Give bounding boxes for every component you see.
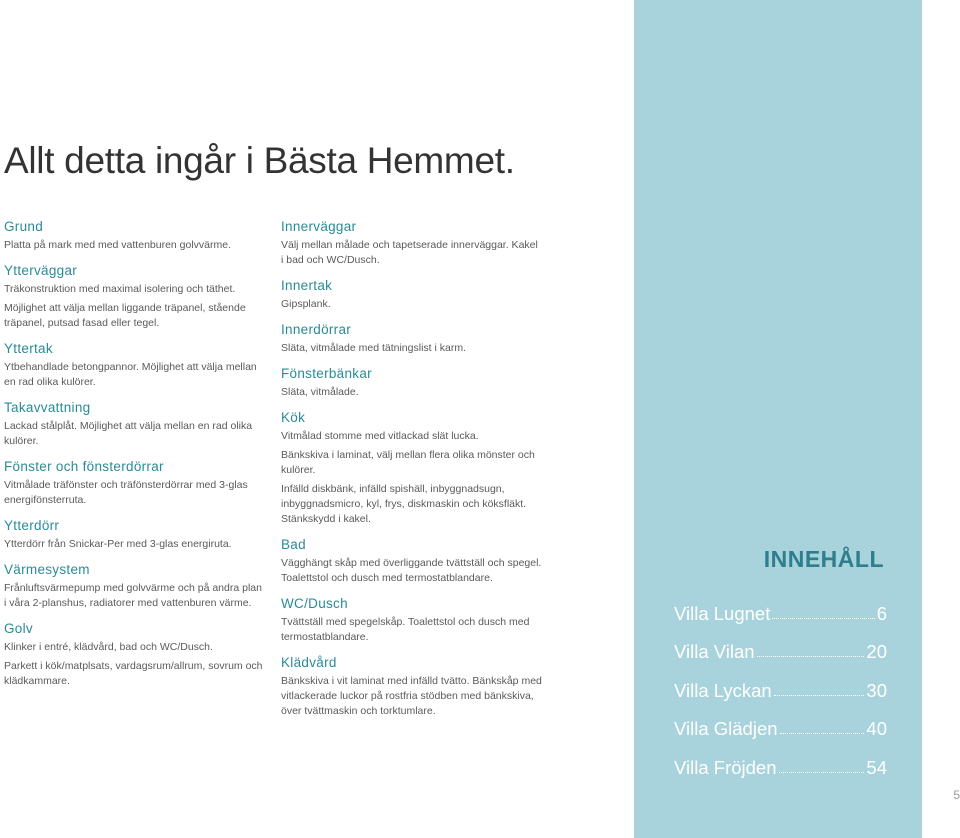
toc-item[interactable]	[674, 586, 887, 625]
section-heading: Klädvård	[281, 655, 337, 670]
section-text: Vitmålade träfönster och träfönsterdörrar med 3-glas energifönsterruta.	[4, 479, 248, 506]
spec-section	[4, 459, 266, 508]
toc-item-page: 40	[866, 718, 887, 739]
section-text: Välj mellan målade och tapetserade innerväggar. Kakel i bad och WC/Dusch.	[281, 239, 538, 266]
section-text: Bänkskiva i laminat, välj mellan flera olika mönster och kulörer.	[281, 449, 535, 476]
section-heading: Ytterväggar	[4, 263, 78, 278]
toc-item-label: Villa Fröjden	[674, 756, 777, 778]
toc-leader-dots	[757, 655, 865, 657]
section-heading: Innerdörrar	[281, 322, 352, 337]
section-text: Platta på mark med med vattenburen golvvärme.	[4, 239, 232, 251]
toc-item-label: Villa Lyckan	[674, 679, 772, 701]
spec-section	[281, 410, 543, 527]
section-heading: Ytterdörr	[4, 518, 60, 533]
section-heading: Värmesystem	[4, 562, 90, 577]
spec-section	[4, 400, 266, 449]
section-heading: WC/Dusch	[281, 596, 348, 611]
section-text: Infälld diskbänk, infälld spishäll, inbyggnadsugn, inbyggnadsmicro, kyl, frys, diskmaskin och köksfläkt. Stänkskydd i kakel.	[281, 483, 527, 525]
section-text: Träkonstruktion med maximal isolering och täthet.	[4, 283, 236, 295]
section-text: Möjlighet att välja mellan liggande träpanel, stående träpanel, putsad fasad eller tegel.	[4, 302, 246, 329]
section-heading: Innerväggar	[281, 219, 357, 234]
page-number: 5	[953, 788, 960, 802]
toc-item-label: Villa Lugnet	[674, 602, 771, 624]
toc-heading: INNEHÅLL	[763, 546, 884, 572]
spec-section	[281, 278, 543, 312]
section-heading: Fönster och fönsterdörrar	[4, 459, 164, 474]
spec-section	[281, 537, 543, 586]
section-heading: Bad	[281, 537, 306, 552]
section-text: Släta, vitmålade med tätningslist i karm.	[281, 342, 466, 354]
section-text: Tvättställ med spegelskåp. Toalettstol och dusch med termostatblandare.	[281, 616, 530, 643]
toc-item-page: 20	[866, 641, 887, 662]
toc-leader-dots	[772, 617, 874, 619]
toc-item-label: Villa Vilan	[674, 641, 755, 662]
toc-item[interactable]	[674, 663, 887, 702]
section-text: Klinker i entré, klädvård, bad och WC/Dusch.	[4, 641, 213, 653]
section-heading: Takavvattning	[4, 400, 91, 415]
spec-section	[281, 322, 543, 356]
section-text: Parkett i kök/matplsats, vardagsrum/allrum, sovrum och klädkammare.	[4, 660, 263, 687]
toc-item-page: 30	[866, 679, 887, 701]
section-text: Frånluftsvärmepump med golvvärme och på andra plan i våra 2-planshus, radiatorer med vattenburen värme.	[4, 582, 262, 609]
page-title: Allt detta ingår i Bästa Hemmet.	[4, 140, 515, 181]
section-heading: Golv	[4, 621, 33, 636]
section-text: Bänkskiva i vit laminat med infälld tvätto. Bänkskåp med vitlackerade luckor på rostfria stödben med bänkskiva, över tvättmaskin och torktumlare.	[281, 675, 542, 717]
toc-item-page: 6	[876, 602, 887, 624]
middle-column	[281, 219, 543, 729]
toc-leader-dots	[780, 732, 865, 734]
section-text: Lackad stålplåt. Möjlighet att välja mellan en rad olika kulörer.	[4, 420, 253, 447]
toc-sidebar	[634, 0, 922, 838]
section-text: Släta, vitmålade.	[281, 386, 359, 398]
spec-section	[4, 341, 266, 390]
spec-section	[281, 655, 543, 719]
spec-section	[4, 518, 266, 552]
spec-section	[281, 219, 543, 268]
toc-list	[674, 586, 887, 779]
spec-section	[4, 263, 266, 331]
toc-leader-dots	[779, 771, 865, 773]
spec-section	[281, 366, 543, 400]
section-heading: Yttertak	[4, 341, 53, 356]
section-text: Ytterdörr från Snickar-Per med 3-glas energiruta.	[4, 538, 232, 550]
left-column	[4, 219, 266, 699]
spec-section	[4, 219, 266, 253]
toc-item-label: Villa Glädjen	[674, 718, 778, 739]
toc-item[interactable]	[674, 625, 887, 664]
toc-item[interactable]	[674, 702, 887, 741]
spec-section	[4, 562, 266, 611]
toc-item-page: 54	[866, 756, 887, 778]
section-heading: Grund	[4, 219, 44, 234]
toc-item[interactable]	[674, 740, 887, 779]
section-text: Gipsplank.	[281, 298, 331, 310]
section-heading: Innertak	[281, 278, 333, 293]
toc-leader-dots	[774, 694, 865, 696]
section-text: Vitmålad stomme med vitlackad slät lucka.	[281, 430, 479, 442]
section-text: Vägghängt skåp med överliggande tvättställ och spegel. Toalettstol och dusch med termostatblandare.	[281, 557, 542, 584]
section-heading: Fönsterbänkar	[281, 366, 372, 381]
section-text: Ytbehandlade betongpannor. Möjlighet att välja mellan en rad olika kulörer.	[4, 361, 257, 388]
spec-section	[281, 596, 543, 645]
section-heading: Kök	[281, 410, 306, 425]
spec-section	[4, 621, 266, 689]
